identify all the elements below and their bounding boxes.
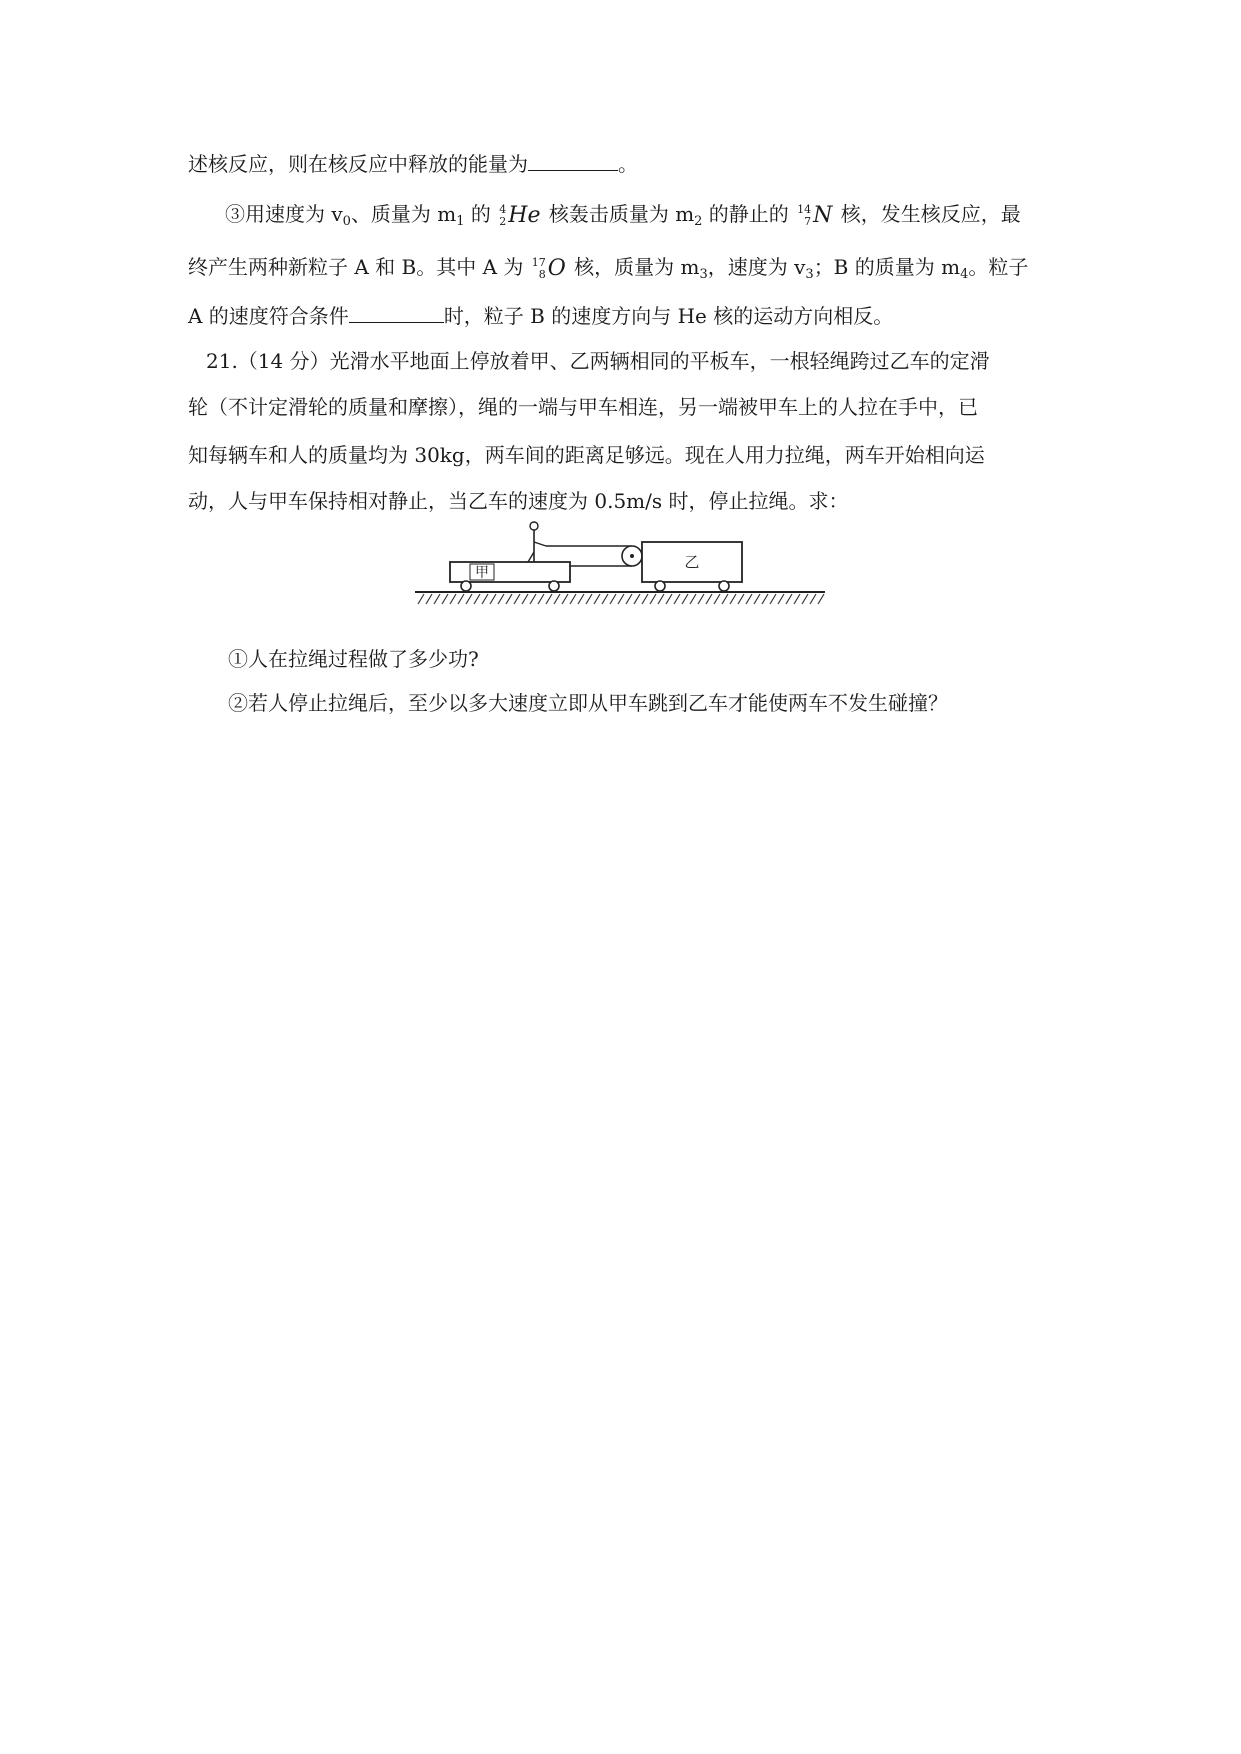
text-line-1: 述核反应，则在核反应中释放的能量为 。 — [188, 152, 638, 176]
text-line-2: ③用速度为 $v_0$、质量为 $m_1$ 的 4 2 He 核轰击质量为 $m_2$ 的静止的 14 7 N 核，发生核反应，最 — [225, 202, 1021, 229]
oxygen-nucleus: 17 8 O — [531, 255, 566, 281]
answer-blank-energy — [528, 150, 618, 171]
nitrogen-nucleus: 14 7 N — [797, 202, 833, 228]
cart-jia-label: 甲 — [475, 565, 489, 581]
cart-jia-wheel-right — [549, 581, 559, 591]
two-carts-figure — [410, 520, 830, 612]
cart-yi-wheel-right — [719, 581, 729, 591]
text-line-4: A 的速度符合条件 时，粒子 B 的速度方向与 He 核的运动方向相反。 — [188, 304, 894, 328]
problem-21-line-1: 21.（14 分）光滑水平地面上停放着甲、乙两辆相同的平板车，一根轻绳跨过乙车的定滑 — [206, 349, 990, 373]
problem-21-line-3: 知每辆车和人的质量均为 30kg，两车间的距离足够远。现在人用力拉绳，两车开始相向运 — [188, 443, 985, 467]
cart-yi-wheel-left — [655, 581, 665, 591]
question-2: ②若人停止拉绳后，至少以多大速度立即从甲车跳到乙车才能使两车不发生碰撞？ — [228, 691, 948, 715]
person-on-cart — [528, 522, 546, 562]
answer-blank-velocity — [349, 302, 444, 323]
problem-21-line-4: 动，人与甲车保持相对静止，当乙车的速度为 0.5m/s 时，停止拉绳。求： — [188, 489, 849, 513]
pulley — [622, 546, 642, 566]
cart-yi — [642, 542, 742, 591]
text-line-3: 终产生两种新粒子 A 和 B。其中 A 为 17 8 O 核，质量为 $m_3$，速度为 $v_3$；B 的质量为 $m_4$。粒子 — [188, 255, 1029, 282]
ground — [415, 592, 825, 604]
cart-jia — [450, 562, 570, 591]
question-1: ①人在拉绳过程做了多少功? — [228, 647, 479, 671]
helium-nucleus: 4 2 He — [499, 202, 541, 228]
cart-jia-wheel-left — [461, 581, 471, 591]
cart-yi-label: 乙 — [684, 553, 700, 571]
problem-21-line-2: 轮（不计定滑轮的质量和摩擦），绳的一端与甲车相连，另一端被甲车上的人拉在手中，已 — [188, 395, 978, 419]
